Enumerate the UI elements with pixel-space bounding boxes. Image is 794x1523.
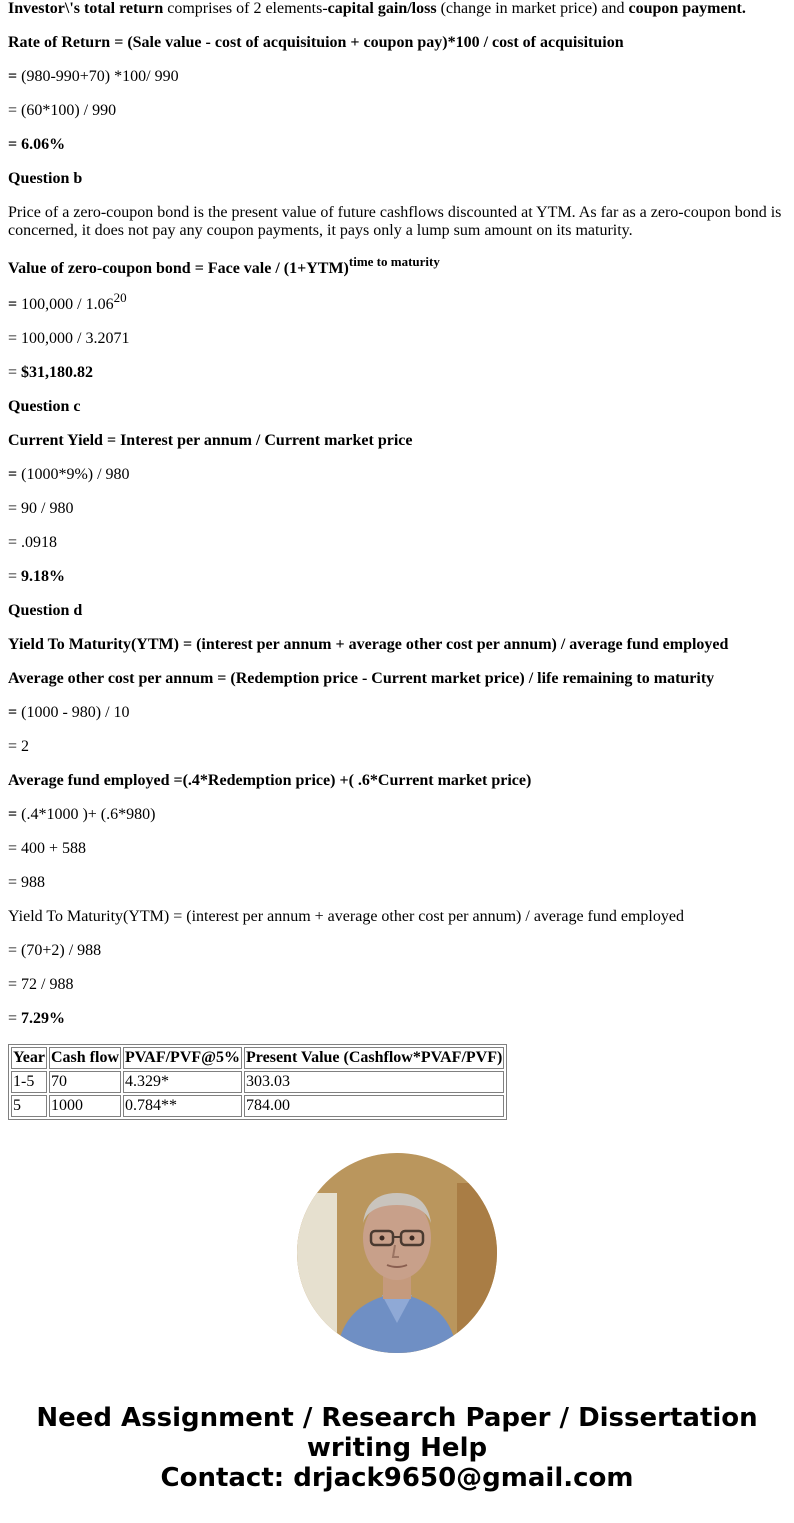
d-result: = 7.29% [8,1010,66,1027]
intro-text-2: (change in market price) and [436,0,629,17]
question-d-heading: Question d [8,602,83,619]
c-step-2: = 90 / 980 [8,500,74,517]
c-formula: Current Yield = Interest per annum / Current market price [8,432,413,449]
intro-bold-1: Investor\'s total return [8,0,164,17]
avatar-portrait [297,1153,497,1353]
d-step-5: = 988 [8,874,46,891]
avatar [297,1153,497,1353]
d-step-4: = 400 + 588 [8,840,87,857]
intro-bold-2: capital gain/loss [327,0,437,17]
footer-contact: Contact: drjack9650@gmail.com [160,1463,634,1493]
d-formula-3: Average fund employed =(.4*Redemption price) +( .6*Current market price) [8,772,532,789]
a-result: = 6.06% [8,136,66,153]
d-step-1: = (1000 - 980) / 10 [8,704,130,721]
question-b-heading: Question b [8,170,83,187]
intro-paragraph [8,0,786,18]
table-cell: 784.00 [244,1095,504,1117]
b-explanation: Price of a zero-coupon bond is the present value of future cashflows discounted at YTM. As far as a zero-coupon bond is concerned, it does not pay any coupon payments, it pays only a lump sum amount on its maturity. [8,204,782,239]
footer-promo [0,1403,794,1493]
table-cell: 303.03 [244,1071,504,1093]
a-step-2: = (60*100) / 990 [8,102,117,119]
d-step-3: = (.4*1000 )+ (.6*980) [8,806,156,823]
c-step-1: = (1000*9%) / 980 [8,466,130,483]
b-formula: Value of zero-coupon bond = Face vale / $(1+YTM)^{time to maturity}$ [8,253,440,277]
table-cell: 1000 [49,1095,121,1117]
header-pvaf: PVAF/PVF@5% [123,1047,242,1069]
table-header-row [11,1047,504,1069]
header-cash-flow: Cash flow [49,1047,121,1069]
d-step-6: = (70+2) / 988 [8,942,102,959]
rate-of-return-formula: Rate of Return = (Sale value - cost of acquisituion + coupon pay)*100 / cost of acquisituion [8,34,624,51]
c-step-3: = .0918 [8,534,58,551]
a-step-1: = (980-990+70) *100/ 990 [8,68,179,85]
table-cell: 70 [49,1071,121,1093]
d-formula-4: Yield To Maturity(YTM) = (interest per annum + average other cost per annum) / average fund employed [8,908,684,925]
solution-content [8,0,786,1120]
header-present-value: Present Value (Cashflow*PVAF/PVF) [244,1047,504,1069]
header-year: Year [11,1047,47,1069]
d-step-2: = 2 [8,738,30,755]
intro-text-1: comprises of 2 elements- [163,0,328,17]
present-value-table [8,1044,507,1120]
b-result: = $31,180.82 [8,364,94,381]
table-row [11,1095,504,1117]
d-formula-1: Yield To Maturity(YTM) = (interest per annum + average other cost per annum) / average fund employed [8,636,729,653]
table-cell: 4.329* [123,1071,242,1093]
table-cell: 0.784** [123,1095,242,1117]
c-result: = 9.18% [8,568,66,585]
footer-line-2: writing Help [306,1433,488,1463]
b-step-2: = 100,000 / 3.2071 [8,330,130,347]
intro-bold-3: coupon payment. [628,0,746,17]
table-cell: 1-5 [11,1071,47,1093]
d-formula-2: Average other cost per annum = (Redemption price - Current market price) / life remaining to maturity [8,670,715,687]
footer-line-1: Need Assignment / Research Paper / Dissertation [36,1403,758,1433]
question-c-heading: Question c [8,398,81,415]
b-formula-superscript: time to maturity [348,253,440,269]
table-cell: 5 [11,1095,47,1117]
d-step-7: = 72 / 988 [8,976,74,993]
table-row [11,1071,504,1093]
b-step-1: = 100,000 / 1.06$^{20}$ [8,289,127,313]
